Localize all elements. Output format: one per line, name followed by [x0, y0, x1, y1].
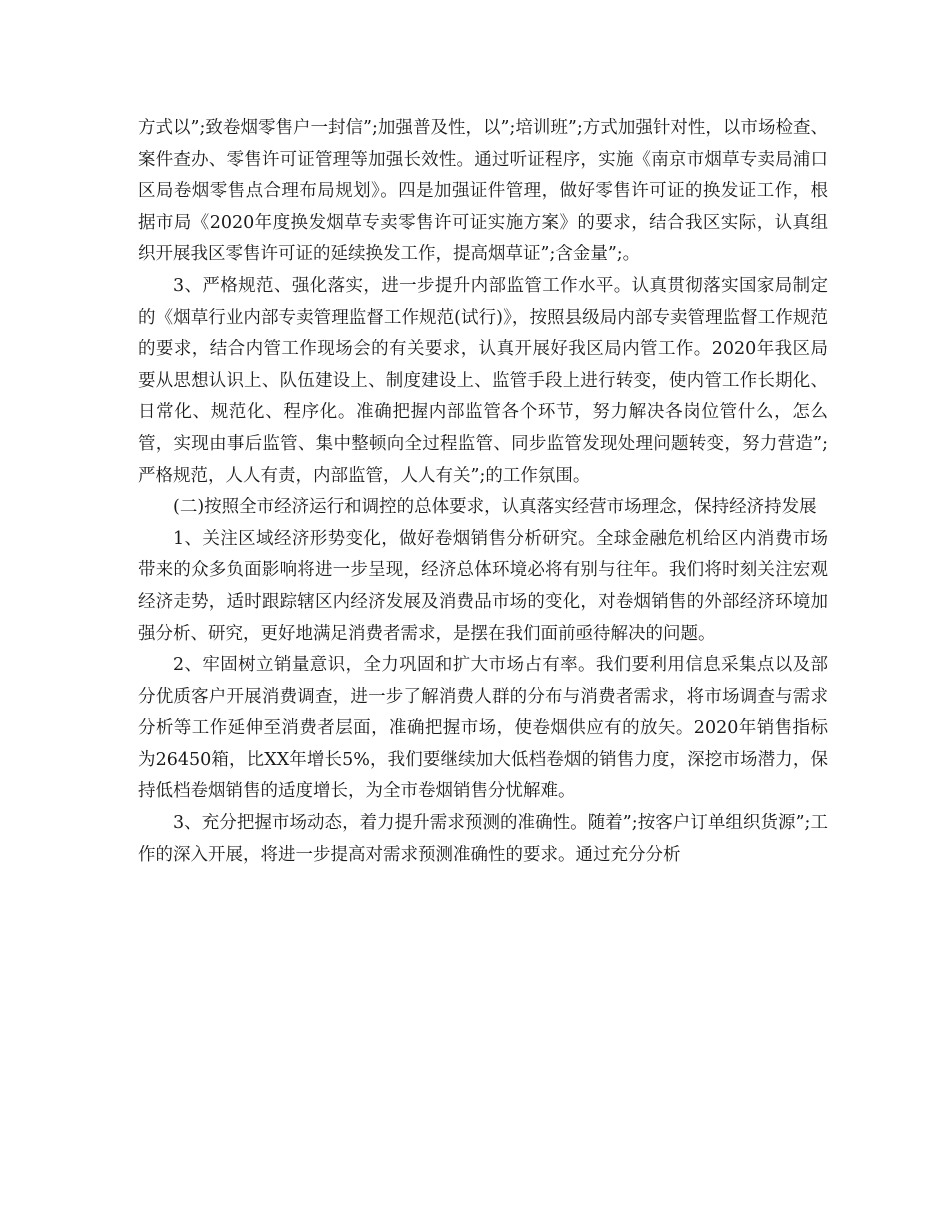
paragraph-6: 3、充分把握市场动态，着力提升需求预测的准确性。随着”;按客户订单组织货源”;工作的深入开展，将进一步提高对需求预测准确性的要求。通过充分分析: [138, 813, 828, 865]
paragraph-1: 方式以”;致卷烟零售户一封信”;加强普及性，以”;培训班”;方式加强针对性，以市场检查、案件查办、零售许可证管理等加强长效性。通过听证程序，实施《南京市烟草专卖局浦口区局卷烟零售点合理布局规划》。四是加强证件管理，做好零售许可证的换发证工作，根据市局《2020年度换发烟草专卖零售许可证实施方案》的要求，结合我区实际，认真组织开展我区零售许可证的延续换发工作，提高烟草证”;含金量”;。: [138, 118, 828, 265]
paragraph-2: 3、严格规范、强化落实，进一步提升内部监管工作水平。认真贯彻落实国家局制定的《烟草行业内部专卖管理监督工作规范(试行)》，按照县级局内部专卖管理监督工作规范的要求，结合内管工作现场会的有关要求，认真开展好我区局内管工作。2020年我区局要从思想认识上、队伍建设上、制度建设上、监管手段上进行转变，使内管工作长期化、日常化、规范化、程序化。准确把握内部监管各个环节，努力解决各岗位管什么，怎么管，实现由事后监管、集中整顿向全过程监管、同步监管发现处理问题转变，努力营造”;严格规范，人人有责，内部监管，人人有关”;的工作氛围。: [138, 275, 828, 486]
paragraph-3: (二)按照全市经济运行和调控的总体要求，认真落实经营市场理念，保持经济持发展: [173, 497, 817, 518]
document-body: [138, 113, 828, 871]
paragraph-4: 1、关注区域经济形势变化，做好卷烟销售分析研究。全球金融危机给区内消费市场带来的众多负面影响将进一步呈现，经济总体环境必将有别与往年。我们将时刻关注宏观经济走势，适时跟踪辖区内经济发展及消费品市场的变化，对卷烟销售的外部经济环境加强分析、研究，更好地满足消费者需求，是摆在我们面前亟待解决的问题。: [138, 528, 828, 644]
paragraph-5: 2、牢固树立销量意识，全力巩固和扩大市场占有率。我们要利用信息采集点以及部分优质客户开展消费调查，进一步了解消费人群的分布与消费者需求，将市场调查与需求分析等工作延伸至消费者层面，准确把握市场，使卷烟供应有的放矢。2020年销售指标为26450箱，比XX年增长5%，我们要继续加大低档卷烟的销售力度，深挖市场潜力，保持低档卷烟销售的适度增长，为全市卷烟销售分忧解难。: [138, 655, 828, 802]
